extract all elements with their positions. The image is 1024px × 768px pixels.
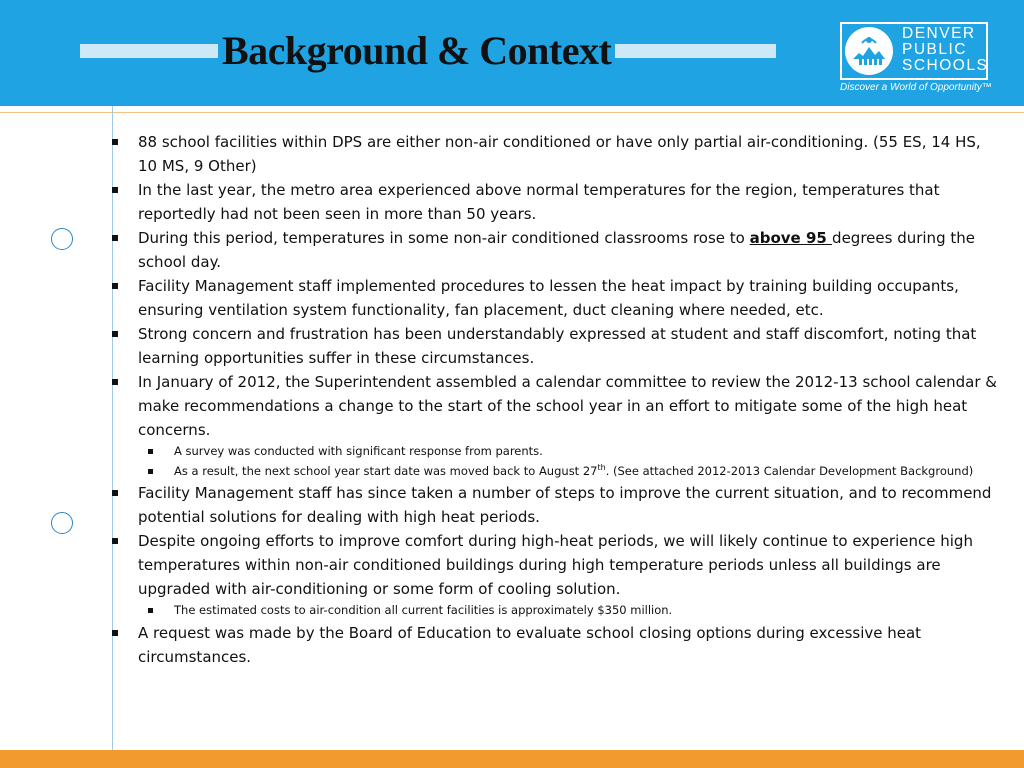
bullet-icon <box>148 608 153 613</box>
bullet-icon <box>112 490 118 496</box>
list-item: In the last year, the metro area experienced above normal temperatures for the region, temperatures that reportedly had not been seen in more than 50 years. <box>112 178 1002 226</box>
list-item: Despite ongoing efforts to improve comfort during high-heat periods, we will likely continue to experience high temperatures within non-air conditioned buildings during high temperature periods unless all buildings are upgraded with air-conditioning or some form of cooling solution. <box>112 529 1002 601</box>
bullet-icon <box>112 538 118 544</box>
bullet-icon <box>112 187 118 193</box>
margin-circle-decoration <box>51 228 73 250</box>
bullet-icon <box>112 379 118 385</box>
list-item: A request was made by the Board of Education to evaluate school closing options during excessive heat circumstances. <box>112 621 1002 669</box>
list-item: Facility Management staff has since taken a number of steps to improve the current situation, and to recommend potential solutions for dealing with high heat periods. <box>112 481 1002 529</box>
list-item: In January of 2012, the Superintendent assembled a calendar committee to review the 2012-13 school calendar & make recommendations a change to the start of the school year in an effort to mitigate some of the high heat concerns. <box>112 370 1002 442</box>
list-item: 88 school facilities within DPS are either non-air conditioned or have only partial air-conditioning. (55 ES, 14 HS, 10 MS, 9 Other) <box>112 130 1002 178</box>
bullet-icon <box>148 449 153 454</box>
list-item: During this period, temperatures in some non-air conditioned classrooms rose to above 95 degrees during the school day. <box>112 226 1002 274</box>
slide-title: Background & Context <box>218 26 615 76</box>
margin-circle-decoration <box>51 512 73 534</box>
sub-list-item: The estimated costs to air-condition all current facilities is approximately $350 million. <box>112 601 1002 621</box>
bullet-icon <box>148 469 153 474</box>
bullet-icon <box>112 630 118 636</box>
logo-line-public: PUBLIC <box>902 41 967 58</box>
list-item: Strong concern and frustration has been understandably expressed at student and staff discomfort, noting that learning opportunities suffer in these circumstances. <box>112 322 1002 370</box>
dps-logo <box>840 22 988 80</box>
bullet-icon <box>112 283 118 289</box>
logo-tagline: Discover a World of Opportunity™ <box>840 82 992 93</box>
header-divider <box>0 112 1024 113</box>
bullet-list <box>112 130 1002 669</box>
bullet-icon <box>112 331 118 337</box>
logo-line-denver: DENVER <box>902 25 976 42</box>
header-banner <box>0 0 1024 106</box>
bullet-icon <box>112 235 118 241</box>
logo-line-schools: SCHOOLS <box>902 57 989 74</box>
footer-bar <box>0 750 1024 768</box>
sub-list-item: As a result, the next school year start date was moved back to August 27th. (See attached 2012-2013 Calendar Development Background) <box>112 462 1002 482</box>
sub-list-item: A survey was conducted with significant response from parents. <box>112 442 1002 462</box>
emphasis-temperature: above 95 <box>749 229 833 247</box>
list-item: Facility Management staff implemented procedures to lessen the heat impact by training building occupants, ensuring ventilation system functionality, fan placement, duct cleaning where needed, etc. <box>112 274 1002 322</box>
dps-emblem-icon <box>845 27 893 75</box>
bullet-icon <box>112 139 118 145</box>
